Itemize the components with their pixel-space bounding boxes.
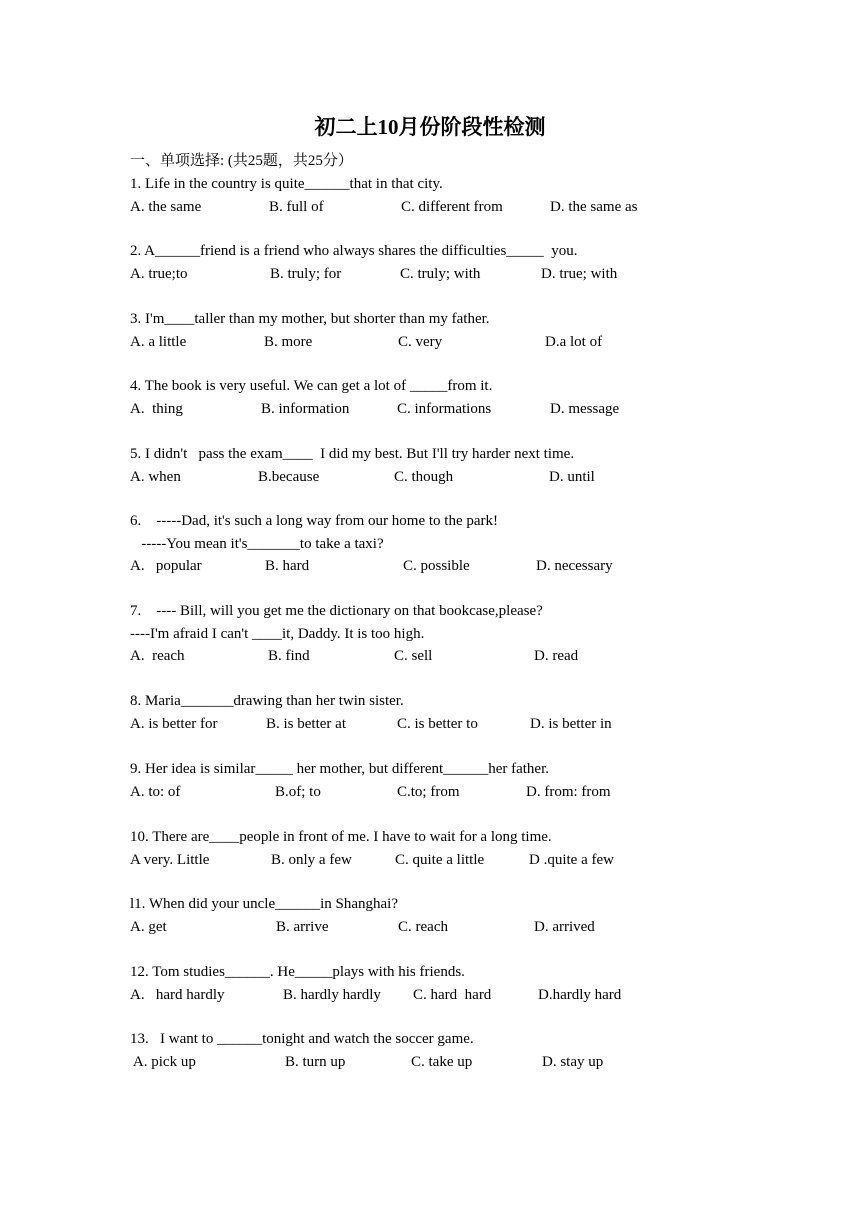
answer-options bbox=[130, 781, 770, 804]
option-c: C. different from bbox=[401, 198, 503, 215]
option-c: C. quite a little bbox=[395, 851, 485, 868]
answer-options bbox=[130, 466, 770, 489]
question-stem: 8. Maria_______drawing than her twin sister. bbox=[130, 693, 404, 709]
question-11 bbox=[130, 893, 770, 938]
option-b: B. more bbox=[264, 333, 313, 350]
page-title: 初二上10月份阶段性检测 bbox=[314, 115, 546, 139]
question-6 bbox=[130, 510, 770, 578]
answer-options bbox=[130, 713, 770, 736]
option-a: A. true;to bbox=[130, 265, 188, 282]
option-c: C. reach bbox=[398, 918, 448, 935]
answer-options bbox=[130, 916, 770, 939]
question-1 bbox=[130, 173, 770, 218]
question-8 bbox=[130, 690, 770, 735]
question-stem: 12. Tom studies______. He_____plays with his friends. bbox=[130, 964, 465, 980]
option-a: A. thing bbox=[130, 400, 183, 417]
option-a: A. when bbox=[130, 468, 181, 485]
question-13 bbox=[130, 1028, 770, 1073]
option-d: D .quite a few bbox=[529, 851, 614, 868]
option-b: B. find bbox=[268, 648, 310, 665]
option-a: A very. Little bbox=[130, 851, 210, 868]
answer-options bbox=[130, 196, 770, 219]
question-2 bbox=[130, 240, 770, 285]
option-a: A. the same bbox=[130, 198, 202, 215]
question-12 bbox=[130, 961, 770, 1006]
question-stem-continued: ----I'm afraid I can't ____it, Daddy. It is too high. bbox=[130, 625, 425, 642]
option-c: C. informations bbox=[397, 400, 492, 417]
answer-options bbox=[130, 263, 770, 286]
answer-options bbox=[130, 398, 770, 421]
question-stem: 3. I'm____taller than my mother, but shorter than my father. bbox=[130, 311, 490, 327]
option-d: D. message bbox=[550, 400, 620, 417]
option-b: B. information bbox=[261, 400, 350, 417]
question-stem: 4. The book is very useful. We can get a lot of _____from it. bbox=[130, 378, 493, 394]
question-7 bbox=[130, 600, 770, 668]
question-stem: 6. -----Dad, it's such a long way from our home to the park! bbox=[130, 513, 499, 529]
option-b: B.because bbox=[258, 468, 320, 485]
question-stem: 13. I want to ______tonight and watch the soccer game. bbox=[130, 1031, 474, 1047]
option-b: B. only a few bbox=[271, 851, 352, 868]
option-d: D.a lot of bbox=[545, 333, 603, 350]
question-3 bbox=[130, 308, 770, 353]
option-a: A. a little bbox=[130, 333, 187, 350]
option-b: B. is better at bbox=[266, 715, 346, 732]
option-a: A. is better for bbox=[130, 715, 218, 732]
option-c: C. though bbox=[394, 468, 454, 485]
option-b: B. truly; for bbox=[270, 265, 342, 282]
question-10 bbox=[130, 826, 770, 871]
option-b: B.of; to bbox=[275, 783, 321, 800]
question-stem-continued: -----You mean it's_______to take a taxi? bbox=[130, 535, 384, 552]
answer-options bbox=[130, 331, 770, 354]
option-b: B. full of bbox=[269, 198, 324, 215]
question-5 bbox=[130, 443, 770, 488]
question-stem: 9. Her idea is similar_____ her mother, but different______her father. bbox=[130, 761, 550, 777]
option-d: D. stay up bbox=[542, 1053, 604, 1070]
option-c: C. is better to bbox=[397, 715, 478, 732]
option-a: A. pick up bbox=[130, 1053, 196, 1070]
option-a: A. reach bbox=[130, 648, 185, 665]
option-c: C.to; from bbox=[397, 783, 460, 800]
option-d: D. read bbox=[534, 648, 579, 665]
section-heading: 一、单项选择: (共25题，共25分） bbox=[130, 153, 353, 169]
option-c: C. truly; with bbox=[400, 265, 481, 282]
option-c: C. possible bbox=[403, 558, 470, 575]
option-d: D.hardly hard bbox=[538, 986, 622, 1003]
option-c: C. hard hard bbox=[413, 986, 492, 1003]
answer-options bbox=[130, 1051, 770, 1074]
option-a: A. hard hardly bbox=[130, 986, 225, 1003]
option-d: D. is better in bbox=[530, 715, 612, 732]
question-stem: l1. When did your uncle______in Shanghai? bbox=[130, 896, 399, 912]
option-b: B. turn up bbox=[285, 1053, 346, 1070]
question-stem: 7. ---- Bill, will you get me the dictionary on that bookcase,please? bbox=[130, 603, 543, 619]
option-c: C. take up bbox=[411, 1053, 473, 1070]
option-b: B. hard bbox=[265, 558, 310, 575]
option-c: C. sell bbox=[394, 648, 433, 665]
option-c: C. very bbox=[398, 333, 443, 350]
option-d: D. the same as bbox=[550, 198, 638, 215]
option-d: D. necessary bbox=[536, 558, 613, 575]
option-d: D. true; with bbox=[541, 265, 618, 282]
question-4 bbox=[130, 375, 770, 420]
option-b: B. hardly hardly bbox=[283, 986, 381, 1003]
option-d: D. until bbox=[549, 468, 595, 485]
option-a: A. to: of bbox=[130, 783, 181, 800]
question-stem: 10. There are____people in front of me. I have to wait for a long time. bbox=[130, 829, 552, 845]
answer-options bbox=[130, 849, 770, 872]
question-stem: 5. I didn't pass the exam____ I did my best. But I'll try harder next time. bbox=[130, 446, 575, 462]
option-d: D. from: from bbox=[526, 783, 611, 800]
option-a: A. popular bbox=[130, 558, 202, 575]
question-9 bbox=[130, 758, 770, 803]
option-a: A. get bbox=[130, 918, 167, 935]
question-stem: 1. Life in the country is quite______that in that city. bbox=[130, 176, 443, 192]
answer-options bbox=[130, 645, 770, 668]
answer-options bbox=[130, 984, 770, 1007]
question-stem: 2. A______friend is a friend who always shares the difficulties_____ you. bbox=[130, 243, 578, 259]
option-d: D. arrived bbox=[534, 918, 595, 935]
answer-options bbox=[130, 555, 770, 578]
option-b: B. arrive bbox=[276, 918, 329, 935]
